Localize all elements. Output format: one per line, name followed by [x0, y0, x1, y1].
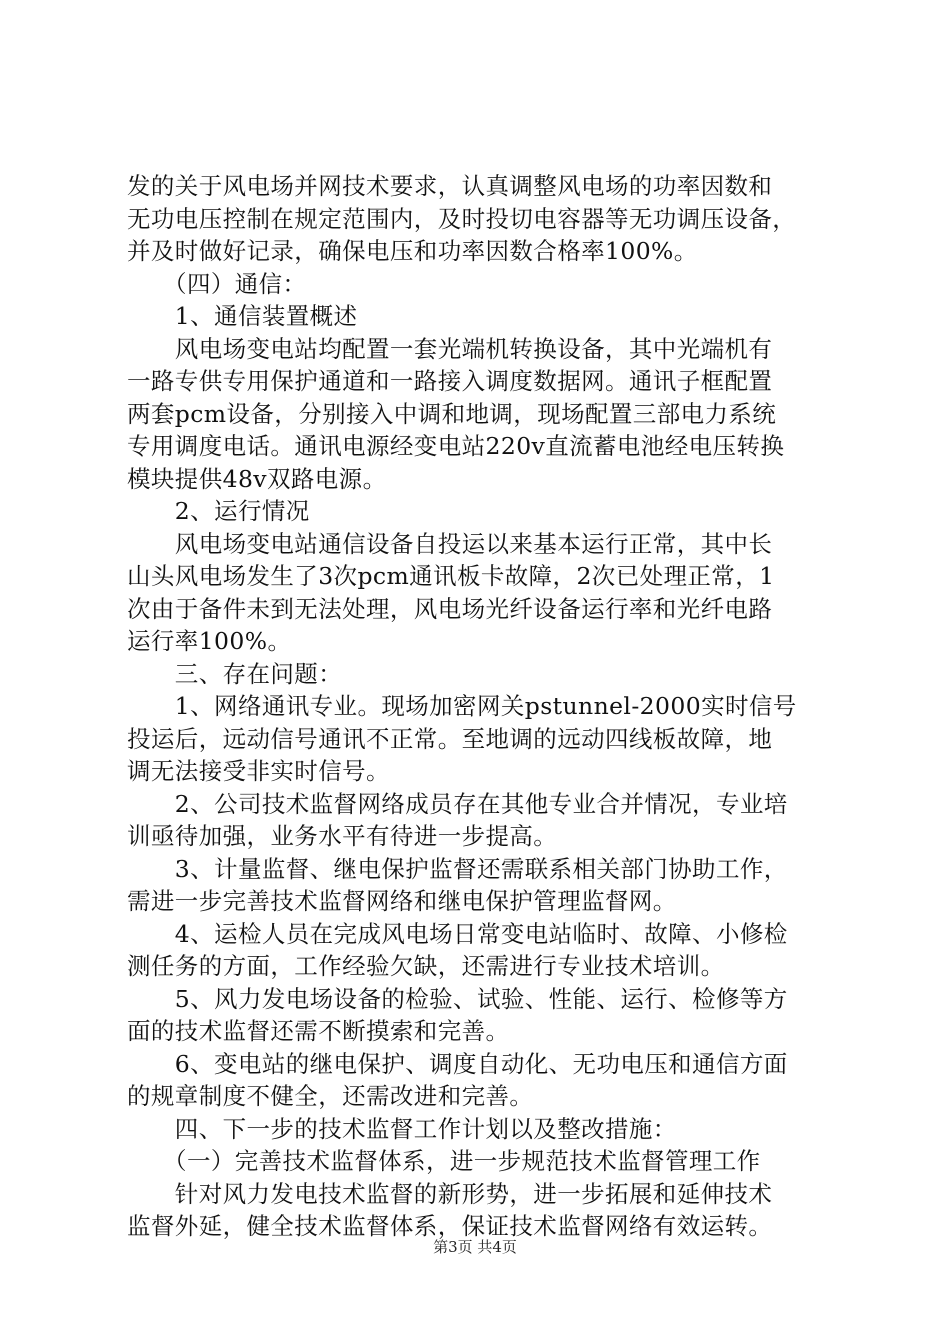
subsection-heading: 2、运行情况	[127, 497, 310, 525]
text-line: 监督外延，健全技术监督体系，保证技术监督网络有效运转。	[127, 1212, 773, 1240]
text-line: 3、计量监督、继电保护监督还需联系相关部门协助工作，	[127, 854, 788, 883]
section-heading: （四）通信：	[127, 269, 307, 298]
text-line: 一路专供专用保护通道和一路接入调度数据网。通讯子框配置	[127, 367, 773, 395]
document-body	[127, 170, 837, 1243]
text-line: 针对风力发电技术监督的新形势，进一步拓展和延伸技术	[127, 1179, 773, 1208]
text-line: 2、公司技术监督网络成员存在其他专业合并情况，专业培	[127, 789, 788, 818]
section-heading: 三、存在问题：	[127, 659, 343, 688]
text-line: 发的关于风电场并网技术要求，认真调整风电场的功率因数和	[127, 172, 773, 200]
text-line: 两套pcm设备，分别接入中调和地调，现场配置三部电力系统	[127, 399, 777, 428]
page-footer: 第3页 共4页	[433, 1238, 517, 1256]
subsection-heading: 1、通信装置概述	[127, 302, 358, 330]
text-line: 调无法接受非实时信号。	[127, 757, 390, 785]
text-line: 测任务的方面，工作经验欠缺，还需进行专业技术培训。	[127, 952, 725, 980]
text-line: 模块提供48v双路电源。	[127, 464, 387, 493]
text-line: 运行率100%。	[127, 627, 292, 655]
text-line: 6、变电站的继电保护、调度自动化、无功电压和通信方面	[127, 1049, 788, 1078]
text-line: 4、运检人员在完成风电场日常变电站临时、故障、小修检	[127, 919, 788, 948]
subsection-heading: （一）完善技术监督体系，进一步规范技术监督管理工作	[127, 1147, 761, 1175]
text-line: 次由于备件未到无法处理，风电场光纤设备运行率和光纤电路	[127, 594, 773, 623]
text-line: 专用调度电话。通讯电源经变电站220v直流蓄电池经电压转换	[127, 432, 785, 460]
text-line: 风电场变电站均配置一套光端机转换设备，其中光端机有	[127, 334, 773, 363]
text-line: 1、网络通讯专业。现场加密网关pstunnel-2000实时信号	[127, 692, 797, 720]
text-line: 训亟待加强，业务水平有待进一步提高。	[127, 822, 558, 850]
text-line: 5、风力发电场设备的检验、试验、性能、运行、检修等方	[127, 984, 788, 1013]
text-line: 山头风电场发生了3次pcm通讯板卡故障，2次已处理正常，1	[127, 562, 775, 590]
text-line: 无功电压控制在规定范围内，及时投切电容器等无功调压设备，	[127, 204, 797, 233]
text-line: 风电场变电站通信设备自投运以来基本运行正常，其中长	[127, 529, 773, 558]
text-line: 投运后，远动信号通讯不正常。至地调的远动四线板故障，地	[127, 724, 773, 753]
section-heading: 四、下一步的技术监督工作计划以及整改措施：	[127, 1114, 677, 1143]
text-line: 需进一步完善技术监督网络和继电保护管理监督网。	[127, 887, 677, 915]
text-line: 并及时做好记录，确保电压和功率因数合格率100%。	[127, 237, 698, 265]
text-line: 的规章制度不健全，还需改进和完善。	[127, 1082, 534, 1110]
text-line: 面的技术监督还需不断摸索和完善。	[127, 1017, 510, 1045]
